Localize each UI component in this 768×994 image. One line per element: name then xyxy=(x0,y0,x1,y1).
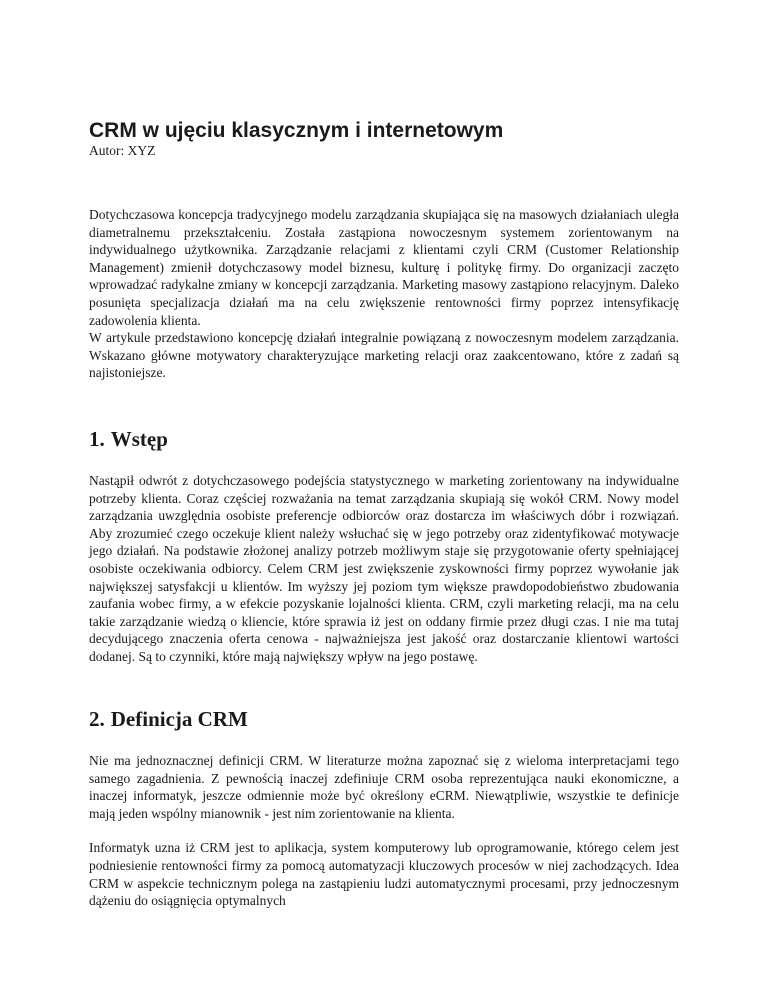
abstract-paragraph-2: W artykule przedstawiono koncepcję działań integralnie powiązaną z nowoczesnym modelem zarządzania. Wskazano główne motywatory charakteryzujące marketing relacji oraz zaakcentowano, które z zadań są najistoniejsze. xyxy=(89,330,679,381)
section-number: 2. xyxy=(89,707,105,731)
section-number: 1. xyxy=(89,427,105,451)
section-paragraph: Nie ma jednoznacznej definicji CRM. W literaturze można zapoznać się z wieloma interpretacjami tego samego zagadnienia. Z pewnością inaczej zdefiniuje CRM osoba reprezentująca nauki ekonomiczne, a inaczej informatyk, jeszcze odmiennie może być określony eCRM. Niewątpliwie, wszystkie te definicje mają jeden wspólny mianownik - jest nim zorientowanie na klienta. xyxy=(89,753,679,821)
section-wstep-body xyxy=(89,472,679,666)
section-title: Definicja CRM xyxy=(110,707,248,731)
author-line: Autor: XYZ xyxy=(89,143,156,158)
section-heading-wstep xyxy=(89,426,168,452)
section-paragraph: Informatyk uzna iż CRM jest to aplikacja, system komputerowy lub oprogramowanie, którego celem jest podniesienie rentowności firmy za pomocą automatyzacji kluczowych procesów w niej zachodzących. Idea CRM w aspekcie technicznym polega na zastąpieniu ludzi automatycznymi procesami, przy jednoczesnym dążeniu do osiągnięcia optymalnych xyxy=(89,840,679,909)
abstract-paragraph-1: Dotychczasowa koncepcja tradycyjnego modelu zarządzania skupiająca się na masowych działaniach uległa diametralnemu przekształceniu. Została zastąpiona nowoczesnym systemem zorientowanym na indywidualnego użytkownika. Zarządzanie relacjami z klientami czyli CRM (Customer Relationship Management) zmienił dotychczasowy model biznesu, kulturę i politykę firmy. Do organizacji zaczęto wprowadzać radykalne zmiany w koncepcji zarządzania. Marketing masowy zastąpiono relacyjnym. Daleko posunięta specjalizacja działań ma na celu zwiększenie rentowności firmy poprzez intensyfikację zadowolenia klienta. xyxy=(89,207,679,328)
section-title: Wstęp xyxy=(110,427,168,451)
section-definicja-body xyxy=(89,752,679,910)
document-title: CRM w ujęciu klasycznym i internetowym xyxy=(89,119,504,142)
abstract xyxy=(89,206,679,382)
section-heading-definicja xyxy=(89,706,248,732)
section-paragraph: Nastąpił odwrót z dotychczasowego podejścia statystycznego w marketing zorientowany na indywidualne potrzeby klienta. Coraz częściej rozważania na temat zarządzania skupiają się wokół CRM. Nowy model zarządzania uwzględnia osobiste preferencje odbiorców oraz dostarcza im właściwych dóbr i rozwiązań. Aby zrozumieć czego oczekuje klient należy wsłuchać się w jego potrzeby oraz zidentyfikować motywacje jego działań. Na podstawie złożonej analizy potrzeb możliwym staje się przygotowanie oferty spełniającej osobiste oczekiwania odbiorcy. Celem CRM jest zwiększenie zyskowności firmy poprzez wywołanie jak największej satysfakcji u klientów. Im wyższy jej poziom tym większe prawdopodobieństwo zbudowania zaufania wobec firmy, a w efekcie pozyskanie lojalności klienta. CRM, czyli marketing relacji, ma na celu takie zarządzanie wiedzą o kliencie, które sprawia iż jest on oddany firmie przez długi czas. I nie ma tutaj decydującego znaczenia oferta cenowa - najważniejsza jest jakość oraz dostarczanie klientowi wartości dodanej. Są to czynniki, które mają największy wpływ na jego postawę. xyxy=(89,473,679,664)
